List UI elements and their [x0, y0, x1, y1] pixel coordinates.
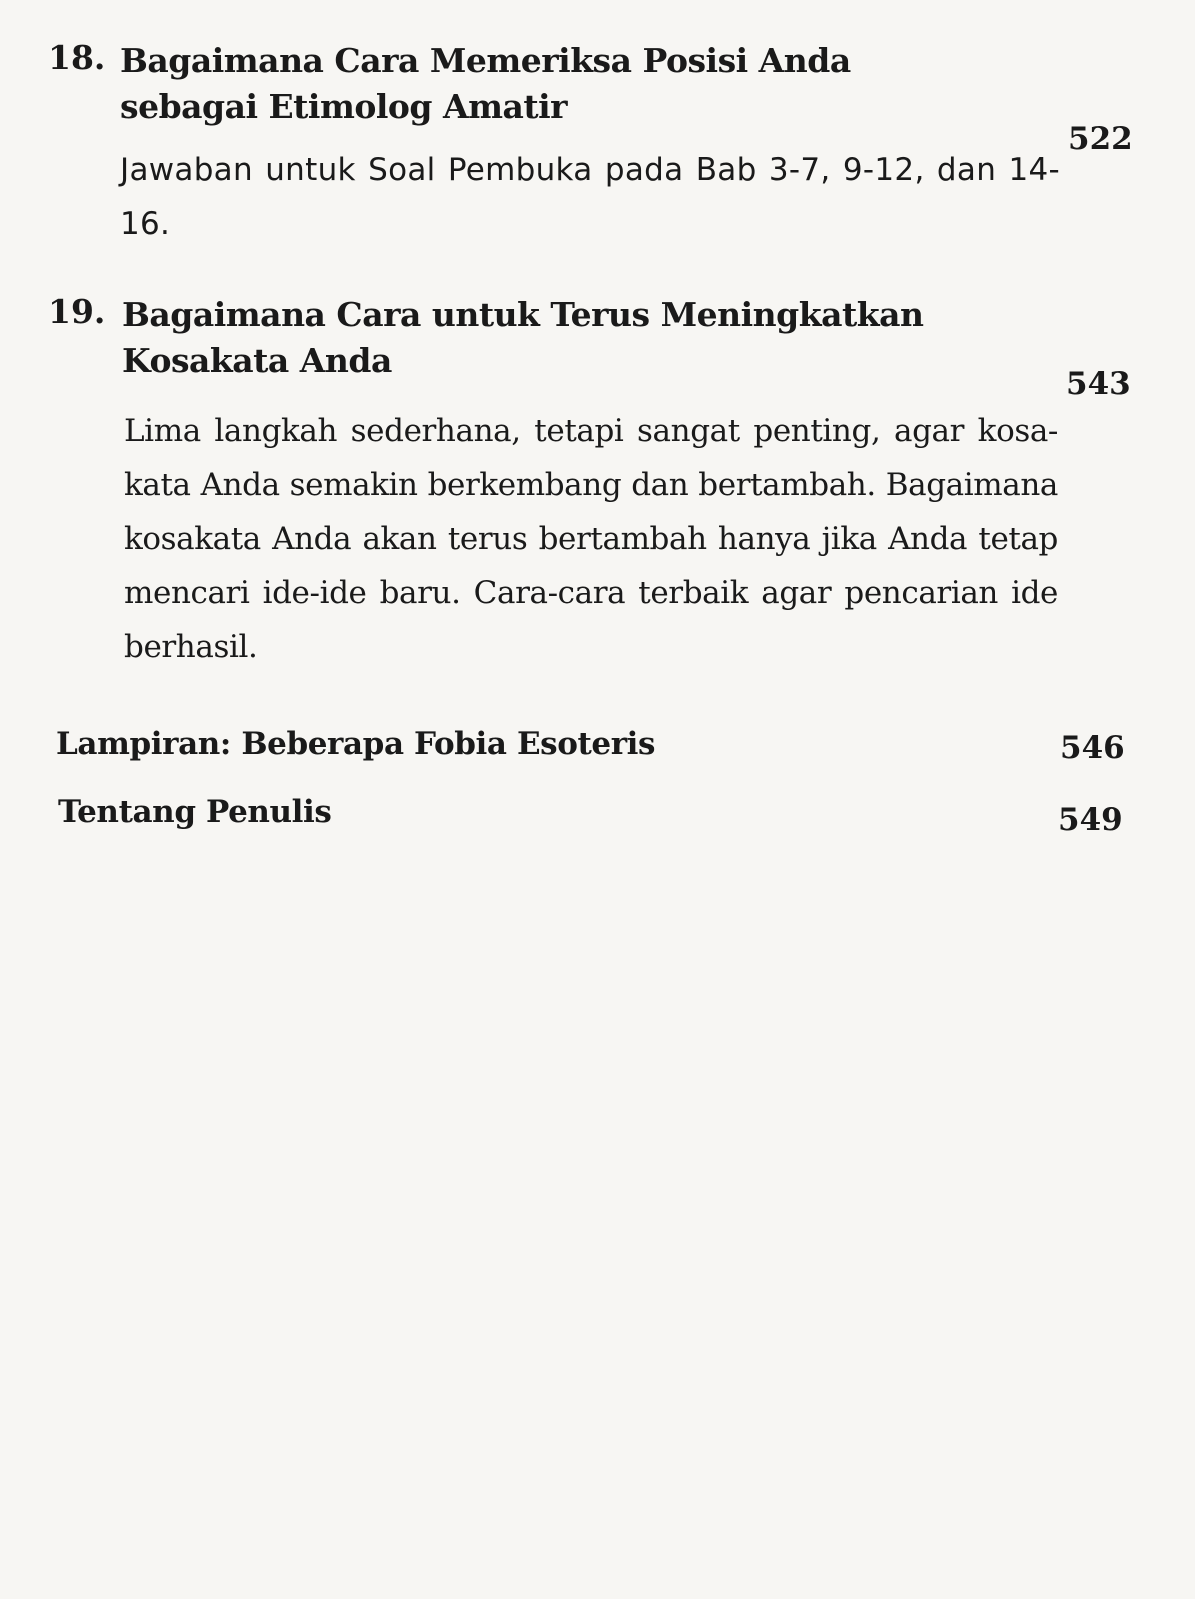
entry-19-number: 19. — [48, 292, 106, 331]
entry-19-title-line-1: Bagaimana Cara untuk Terus Meningkatkan — [122, 295, 924, 334]
entry-18-title-line-1: Bagaimana Cara Memeriksa Posisi Anda — [120, 41, 851, 80]
appendix-penulis-page-number: 549 — [1058, 802, 1123, 838]
entry-18-title-line-2: sebagai Etimolog Amatir — [120, 87, 568, 126]
entry-18-description: Jawaban untuk Soal Pembuka pada Bab 3-7, 9-12, dan 14-16. — [120, 152, 1060, 242]
entry-19-description: Lima langkah sederhana, tetapi sangat penting, agar kosa-kata Anda semakin berkembang dan bertambah. Bagaimana kosakata Anda akan terus bertambah hanya jika Anda tetap mencari ide-ide baru. Cara-cara terbaik agar pencarian ide berhasil. — [124, 413, 1058, 665]
appendix-penulis-title: Tentang Penulis — [58, 794, 332, 830]
appendix-fobia-page-number: 546 — [1060, 730, 1125, 766]
entry-18-page-number: 522 — [1068, 121, 1133, 157]
entry-18-number: 18. — [48, 38, 106, 77]
entry-19-title-line-2: Kosakata Anda — [122, 341, 392, 380]
entry-19-page-number: 543 — [1066, 366, 1131, 402]
appendix-fobia-title: Lampiran: Beberapa Fobia Esoteris — [56, 726, 656, 762]
